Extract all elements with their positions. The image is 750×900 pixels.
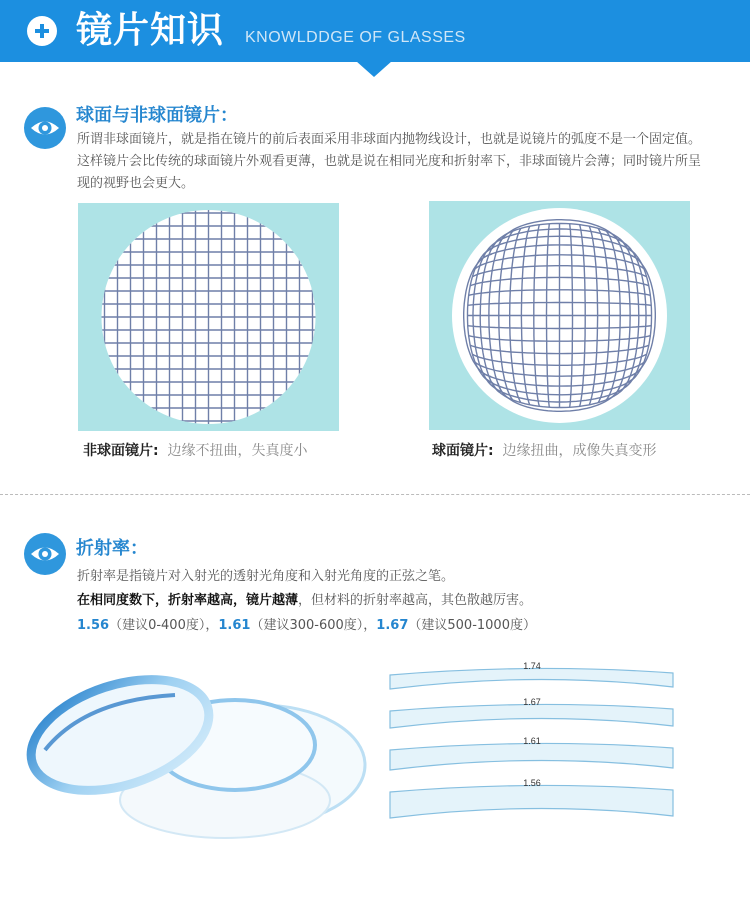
separator: ， (363, 618, 377, 633)
section-title-refractive: 折射率： (76, 538, 148, 559)
eye-icon (24, 107, 66, 149)
lens-discs-illustration (25, 670, 375, 850)
spherical-caption-text: 边缘扭曲，成像失真变形 (502, 443, 657, 459)
spherical-lens-illustration (429, 201, 690, 430)
refractive-note-rest: ，但材料的折射率越高，其色散越厉害。 (298, 593, 533, 608)
lens-index-label: 1.67 (523, 697, 541, 707)
eye-icon (24, 533, 66, 575)
aspheric-caption-label: 非球面镜片: (83, 443, 159, 459)
refractive-definition: 折射率是指镜片对入射光的透射光角度和入射光角度的正弦之笔。 (77, 569, 455, 584)
lens-index-label: 1.74 (523, 661, 541, 671)
lens-index-label: 1.56 (523, 778, 541, 788)
separator: ， (205, 618, 219, 633)
aspheric-caption-text: 边缘不扭曲，失真度小 (167, 443, 308, 459)
index-note: （建议0-400度） (109, 618, 206, 633)
lens-profile (390, 704, 673, 728)
section-divider (0, 494, 750, 495)
index-recommendations (77, 615, 737, 637)
aspheric-caption (83, 441, 308, 461)
index-note: （建议500-1000度） (408, 618, 536, 633)
section-title-aspheric: 球面与非球面镜片： (76, 105, 238, 126)
lens-profile (390, 785, 673, 818)
refractive-note-bold: 在相同度数下，折射率越高，镜片越薄 (77, 593, 299, 608)
lens-profile (390, 668, 673, 689)
banner-pointer (356, 61, 392, 77)
section-body-aspheric: 所谓非球面镜片，就是指在镜片的前后表面采用非球面内抛物线设计，也就是说镜片的弧度不是一个固定值。这样镜片会比传统的球面镜片外观看更薄，也就是说在相同光度和折射率下，非球面镜片会薄；同时镜片所呈现的视野也会更大。 (77, 132, 702, 191)
index-value: 1.61 (218, 618, 251, 633)
plus-icon (27, 16, 57, 46)
index-note: （建议300-600度） (250, 618, 364, 633)
lens-thickness-comparison (385, 655, 685, 850)
index-value: 1.67 (376, 618, 409, 633)
lens-profile (390, 743, 673, 770)
page-subtitle: KNOWLDDGE OF GLASSES (245, 29, 466, 46)
index-value: 1.56 (77, 618, 110, 633)
aspheric-lens-illustration (78, 203, 339, 431)
page-title: 镜片知识 (76, 10, 225, 51)
spherical-caption (432, 441, 657, 461)
lens-index-label: 1.61 (523, 736, 541, 746)
refractive-note (77, 590, 737, 612)
spherical-caption-label: 球面镜片: (432, 443, 494, 459)
